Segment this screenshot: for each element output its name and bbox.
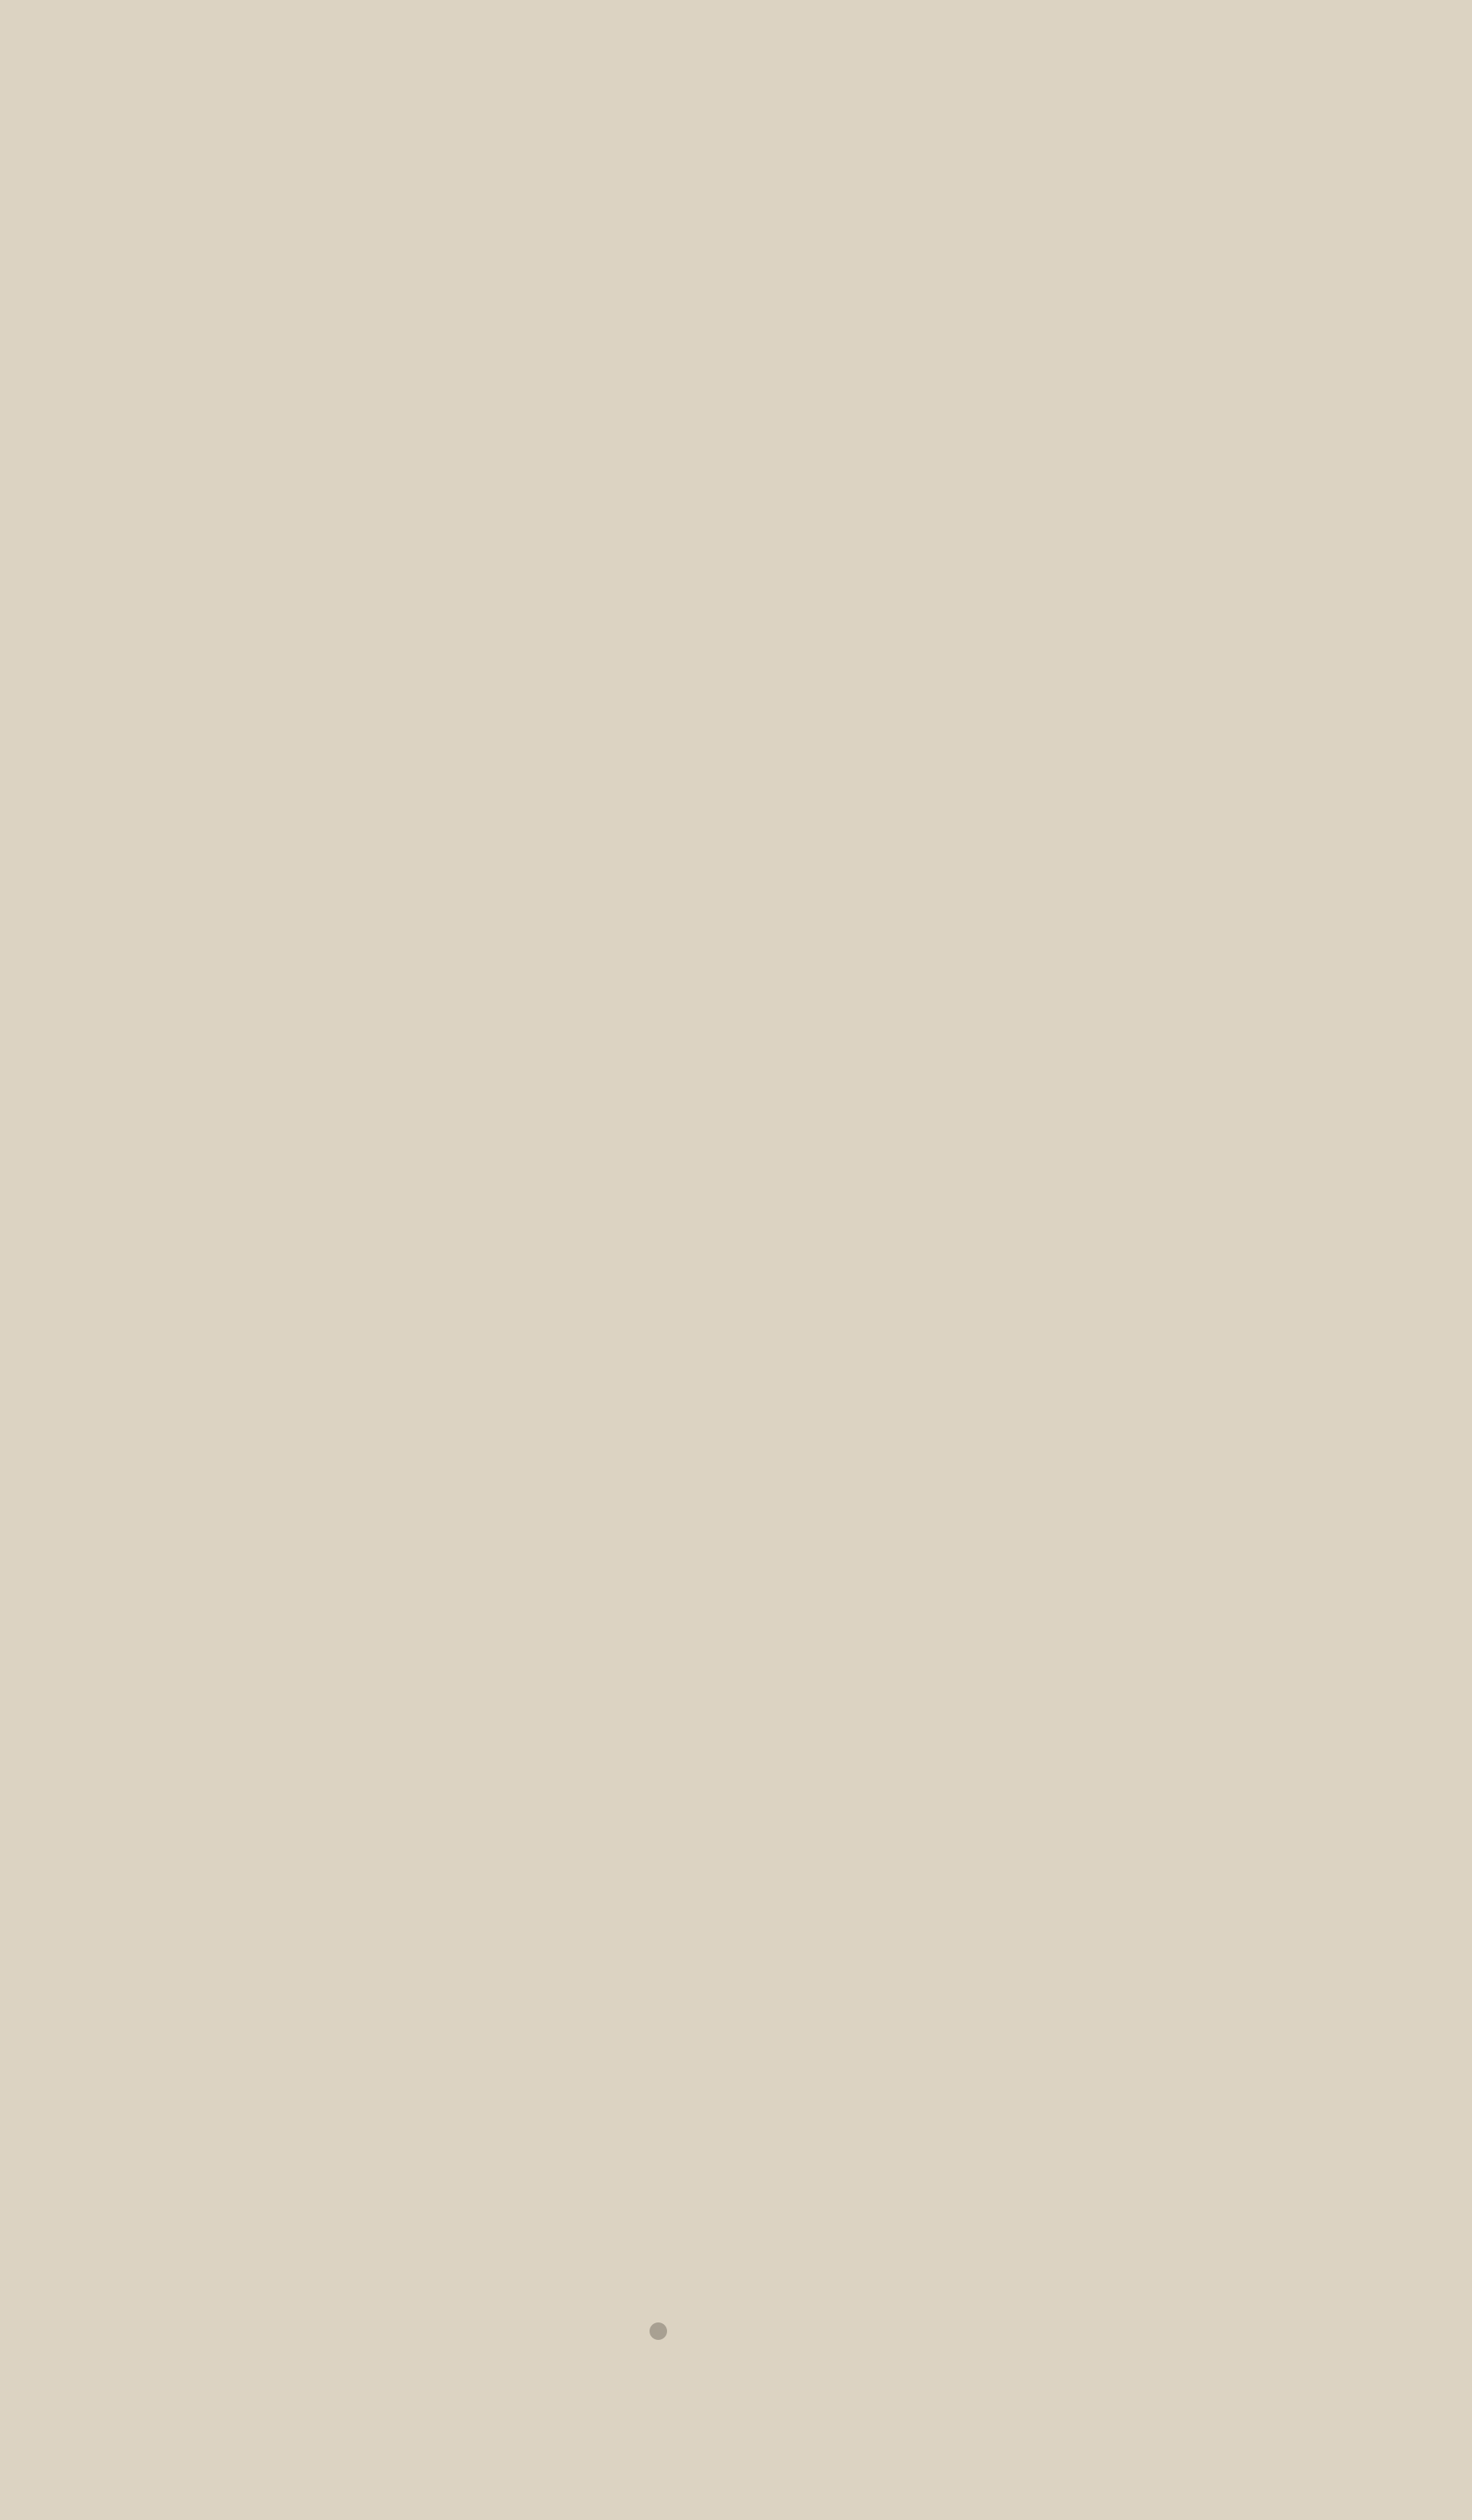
page-content <box>134 120 1329 357</box>
ink-blot <box>650 2322 667 2340</box>
article-heading <box>134 151 1329 231</box>
subheading-line-1 <box>134 231 1329 282</box>
subheading-line-2 <box>134 282 1329 333</box>
